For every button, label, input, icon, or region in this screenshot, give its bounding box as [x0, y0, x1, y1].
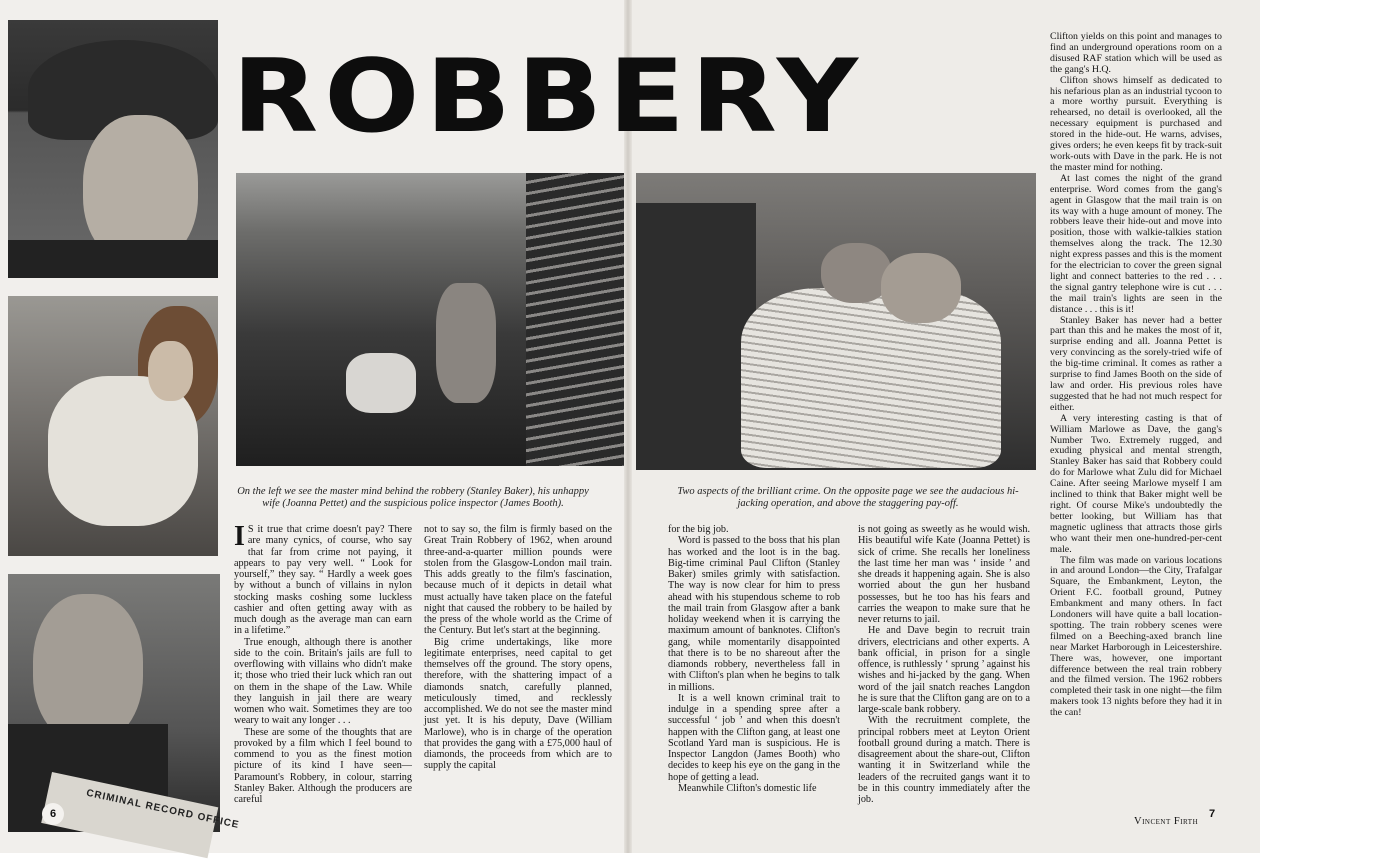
- page-number-right: 7: [1209, 808, 1216, 820]
- paragraph: Clifton shows himself as dedicated to his nefarious plan as an industrial tycoon to a more worthy pursuit. Everything is rehearsed, no detail is overlooked, all the necessary equipment is purchased and stored in the hide-out. He warns, advises, gives orders; he even keeps fit by track-suit work-outs with Dave in the park. He is not the master mind for nothing.: [1050, 74, 1222, 173]
- photo-stanley-baker: [8, 20, 218, 278]
- paragraph: With the recruitment complete, the principal robbers meet at Leyton Orient football ground during a match. There is disagreement about the share-out, Clifton wanting it in Switzerland while the leaders of the recruited gangs want it to be in this country immediately after the job.: [858, 715, 1030, 805]
- article-title: ROBBERY: [232, 38, 864, 156]
- paragraph: Meanwhile Clifton's domestic life: [678, 782, 817, 794]
- photo-mail-train-interior: [236, 173, 624, 466]
- paragraph: A very interesting casting is that of William Marlowe as Dave, the gang's Number Two. Extremely rugged, and exuding physical and mental strength, Stanley Baker has said that Robbery could do for Marlowe what Zulu did for Michael Caine. After seeing Marlowe myself I am inclined to think that Baker might well be right. Of course Mike's undoubtedly the better looking, but William has that magnetic ugliness that attracts those girls who want their men one-hundred-per-cent male.: [1050, 412, 1222, 555]
- paragraph: for the big job.: [668, 524, 729, 535]
- paragraph: Stanley Baker has never had a better part than this and he makes the most of it, surprise ending and all. Joanna Pettet is very convincing as the sorely-tried wife of the big-time criminal. It comes as rather a surprise to find James Booth on the side of law and order. His previous roles have suggested that he had not much respect for either.: [1050, 314, 1222, 413]
- paragraph: True enough, although there is another side to the coin. Britain's jails are full to overflowing with villains who didn't make it; those who tried their luck which ran out on them in the shape of the Law. While they languish in jail there are weary women who wait. Sometimes they are too weary to wait any longer . . .: [234, 636, 412, 727]
- article-column-2: [424, 524, 612, 772]
- page-number-left: 6: [42, 803, 64, 825]
- photo-joanna-pettet: [8, 296, 218, 556]
- paragraph: At last comes the night of the grand enterprise. Word comes from the gang's agent in Glasgow that the mail train is on its way with a huge amount of money. The robbers leave their hide-out and move into position, those with walkie-talkies station themselves along the track. The 12.30 night express passes and this is the moment for the electrician to cover the green signal light and connect batteries to the red . . . the signal gantry telephone wire is cut . . . the mail train's lights are seen in the distance . . . this is it!: [1050, 172, 1222, 315]
- paragraph: The film was made on various locations in and around London—the City, Trafalgar Square, the Embankment, Leyton, the Orient F.C. football ground, Putney Embankment and many others. In fact Londoners will have quite a ball location-spotting. The train robbery scenes were filmed on a Beeching-axed branch line near Market Harborough in Leicestershire. There was, however, one important difference between the real train robbery and the filmed version. The 1962 robbers completed their task in one night—the film makers took 13 nights before they had it in the can!: [1050, 554, 1222, 719]
- paragraph: not to say so, the film is firmly based on the Great Train Robbery of 1962, when around three-and-a-quarter million pounds were stolen from the Glasgow-London mail train. This adds greatly to the film's fascination, because much of it depicts in detail what must actually have taken place on the fateful night that caused the robbery to be hailed by the press of the whole world as the Crime of the Century. But let's start at the beginning.: [424, 524, 612, 637]
- article-column-3: [668, 524, 840, 794]
- stamp-text: CRIMINAL RECORD OFFICE: [85, 787, 241, 831]
- paragraph: These are some of the thoughts that are provoked by a film which I feel bound to commend to you as the finest motion picture of its kind I have seen—Paramount's Robbery, in colour, starring Stanley Baker. Although the producers are careful: [234, 726, 412, 805]
- paragraph: Word is passed to the boss that his plan has worked and the loot is in the bag. Big-time criminal Paul Clifton (Stanley Baker) smiles grimly with satisfaction. The way is now clear for him to press ahead with his stupendous scheme to rob the mail train from Glasgow after a bank holiday weekend when it is carrying the maximum amount of banknotes. Clifton's gang, while momentarily disappointed that there is to be no shareout after the diamonds robbery, nevertheless fall in with Clifton's plan when he begins to talk in millions.: [668, 535, 840, 693]
- article-column-4: [858, 524, 1030, 805]
- article-column-5: [1050, 32, 1222, 719]
- paragraph: Clifton yields on this point and manages to find an underground operations room on a disused RAF station which will be used as the gang's H.Q.: [1050, 31, 1222, 75]
- drop-cap: I: [234, 521, 245, 552]
- paragraph: is not going as sweetly as he would wish. His beautiful wife Kate (Joanna Pettet) is sick of crime. She recalls her loneliness the last time her man was ‘ inside ’ and she dreads it happening again. She is also worried about the gun her husband possesses, but he too has his fears and carries the weapon to make sure that he never returns to jail.: [858, 524, 1030, 625]
- paragraph-text: S it true that crime doesn't pay? There are many cynics, of course, who say that far from crime not paying, it appears to pay very well. “ Look for yourself,” they say. “ Hardly a week goes by without a bunch of villains in nylon stocking masks coshing some luckless cashier and often getting away with as much dough as the average man can earn in a lifetime.”: [234, 524, 412, 637]
- paragraph: [234, 521, 412, 637]
- author-byline: Vincent Firth: [1134, 816, 1199, 827]
- paragraph: He and Dave begin to recruit train drivers, electricians and other experts. A bank official, in prison for a single offence, is ruthlessly ‘ sprung ’ against his wishes and hi-jacked by the gang. When word of the jail snatch reaches Langdon he is sure that the Clifton gang are on to a large-scale bank robbery.: [858, 625, 1030, 715]
- photo-counting-money: [636, 173, 1036, 470]
- caption-right: Two aspects of the brilliant crime. On the opposite page we see the audacious hi-jacking operation, and above the staggering pay-off.: [677, 486, 1019, 509]
- paragraph: Big crime undertakings, like more legitimate enterprises, need capital to get themselves off the ground. The story opens, therefore, with the shattering impact of a diamonds snatch, carefully planned, meticulously timed, and recklessly accomplished. We do not see the master mind just yet. It is his deputy, Dave (William Marlowe), who is in charge of the operation that provides the gang with a £75,000 haul of diamonds, the proceeds from which are to supply the capital: [424, 636, 612, 772]
- article-column-1: [234, 521, 412, 805]
- caption-left: On the left we see the master mind behind the robbery (Stanley Baker), his unhappy wife (Joanna Pettet) and the suspicious police inspector (James Booth).: [237, 486, 589, 509]
- paragraph: It is a well known criminal trait to indulge in a spending spree after a successful ‘ job ’ and when this doesn't happen with the Clifton gang, at least one Scotland Yard man is suspicious. He is Inspector Langdon (James Booth) who decides to keep his eye on the gang in the hope of getting a lead.: [668, 692, 840, 783]
